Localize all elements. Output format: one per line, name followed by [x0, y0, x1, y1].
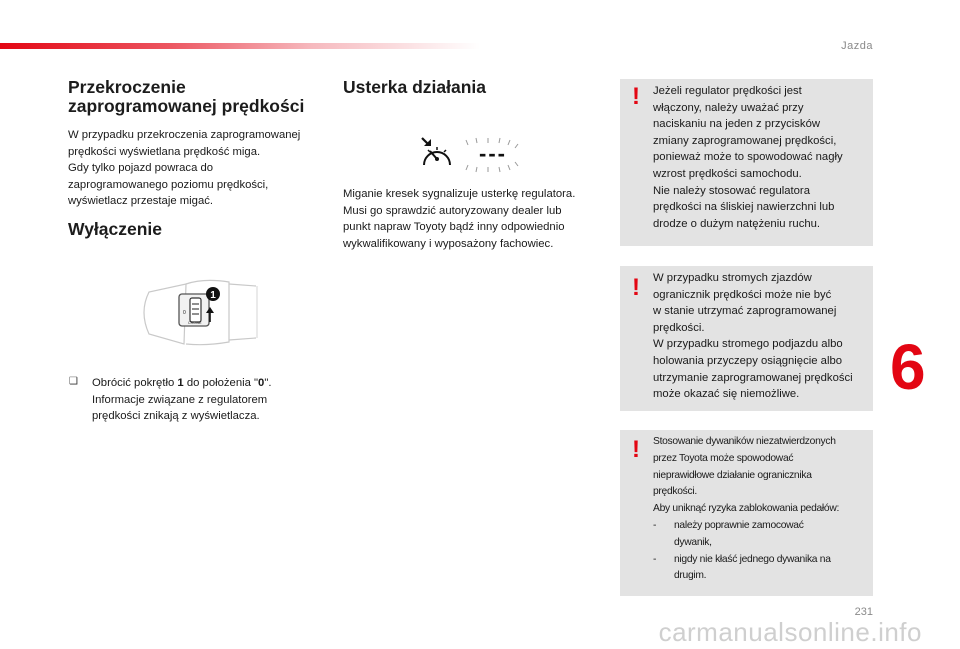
warning-note-text: Jeżeli regulator prędkości jest włączony, należy uważać przy naciskaniu na jeden z przycisków zmiany zaprogramowanej prędkości, ponieważ może to spowodować nagły wzrost prędkości samochodu. Nie należy stosować regulatora prędkości na śliskiej nawierzchni lub drodze o dużym natężeniu ruchu.	[653, 85, 843, 230]
off-title: Wyłączenie	[68, 219, 163, 239]
text-line: zaprogramowanego poziomu prędkości,	[68, 178, 269, 191]
warning-icon: !	[632, 436, 640, 463]
text-line: wykwalifikowany i wyposażony fachowiec.	[343, 237, 554, 250]
malfunction-title: Usterka działania	[343, 77, 486, 97]
overspeed-title	[68, 78, 338, 116]
section-label: Jazda	[841, 40, 873, 52]
instruction-line3: prędkości znikają z wyświetlacza.	[92, 410, 260, 423]
warning-icon: !	[632, 83, 640, 110]
text-line: wyświetlacz przestaje migać.	[68, 195, 214, 208]
warning-note-3	[620, 430, 873, 596]
overspeed-title-line1: Przekroczenie	[68, 77, 186, 97]
warning-note-2	[620, 266, 873, 411]
list-item: - należy poprawnie zamocować dywanik,	[653, 519, 804, 548]
chapter-number: 6	[890, 331, 926, 403]
watermark[interactable]: carmanualsonline.info	[658, 617, 922, 647]
malfunction-paragraph	[343, 186, 608, 252]
text-line: Gdy tylko pojazd powraca do	[68, 162, 214, 175]
instruction-line2: Informacje związane z regulatorem	[92, 393, 268, 406]
instruction-text	[92, 375, 302, 425]
text-line: prędkości wyświetlana prędkość miga.	[68, 145, 261, 158]
instruction-line1: Obrócić pokrętło 1 do położenia "0".	[92, 377, 272, 389]
dash-display: ---	[479, 141, 507, 166]
dial-zero-label: 0	[183, 310, 186, 316]
text-line: Miganie kresek sygnalizuje usterkę regulatora.	[343, 188, 576, 200]
list-item: - nigdy nie kłaść jednego dywanika na drugim.	[653, 553, 831, 582]
text-line: punkt napraw Toyoty bądź inny odpowiednio	[343, 221, 565, 234]
warning-icon: !	[632, 274, 640, 301]
page-number: 231	[854, 606, 873, 618]
cruise-label: CRUISE	[188, 321, 202, 325]
instruction-bullet-icon: ❑	[69, 376, 78, 387]
warning-note-text: W przypadku stromych zjazdów ogranicznik prędkości może nie być w stanie utrzymać zaprogramowanej prędkości. W przypadku stromego podjazdu albo holowania przyczepy osiągnięcie albo utrzymanie zaprogramowanej prędkości może okazać się niemożliwe.	[653, 272, 853, 401]
text-line: Musi go sprawdzić autoryzowany dealer lub	[343, 204, 562, 217]
overspeed-paragraph	[68, 127, 328, 210]
warning-note-text: Stosowanie dywaników niezatwierdzonych przez Toyota może spowodować nieprawidłowe działanie ogranicznika prędkości. Aby uniknąć ryzyka zablokowania pedałów: - należy poprawnie zamocować dywanik, - nigdy nie kłaść jednego dywanika na drugim.	[653, 434, 868, 585]
malfunction-display-illustration	[418, 135, 530, 175]
overspeed-title-line2: zaprogramowanej prędkości	[68, 96, 305, 116]
header-accent-bar	[0, 43, 480, 49]
warning-note-1	[620, 79, 873, 246]
text-line: W przypadku przekroczenia zaprogramowanej	[68, 129, 301, 141]
callout-number: 1	[210, 290, 216, 301]
speedometer-icon	[422, 138, 450, 165]
cruise-switch-illustration	[134, 272, 264, 352]
